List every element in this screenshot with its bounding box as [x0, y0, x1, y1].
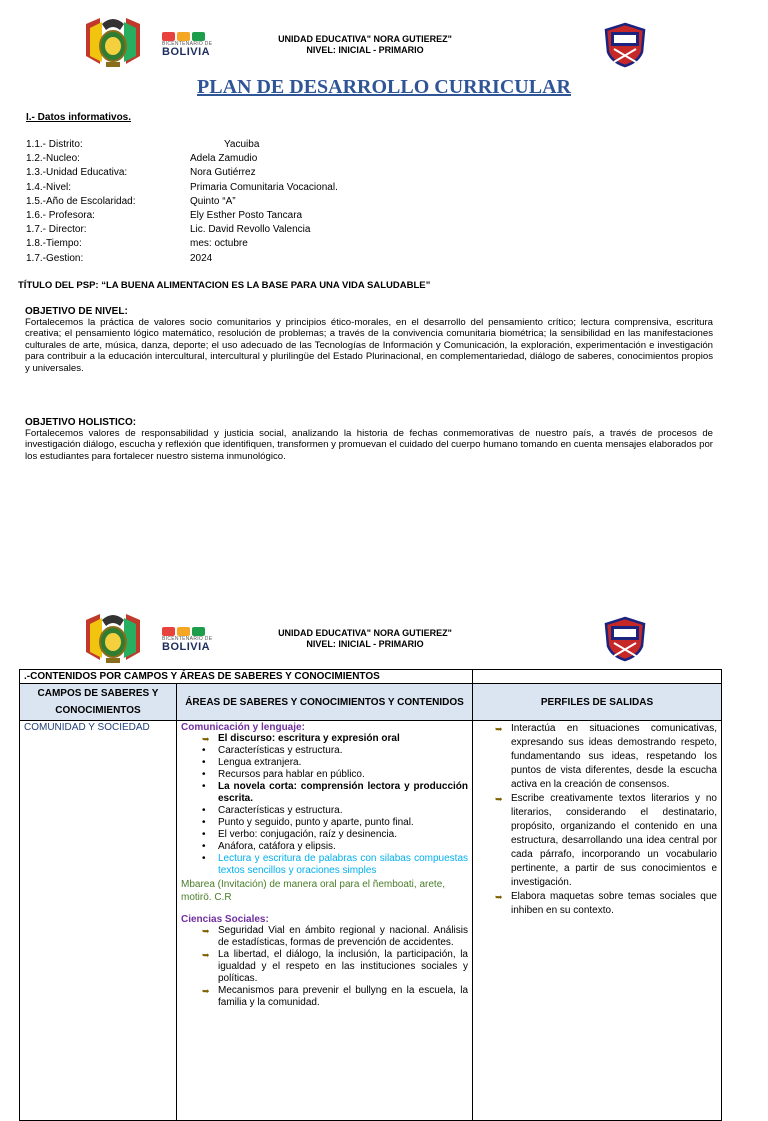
- list-item: [181, 781, 468, 805]
- bar-red: [162, 627, 175, 636]
- list-item: [181, 745, 468, 757]
- datos-value: Ely Esther Posto Tancara: [190, 209, 303, 221]
- area1-note: Mbarea (Invitación) de manera oral para el ñemboati, arete, motirö. C.R: [181, 879, 446, 903]
- perfiles-cell: [473, 721, 722, 1121]
- datos-label: 1.5.-Año de Escolaridad:: [26, 195, 136, 207]
- coat-of-arms-icon: [80, 16, 146, 70]
- list-item-text: La novela corta: comprensión lectora y producción escrita.: [218, 781, 468, 804]
- datos-value: Primaria Comunitaria Vocacional.: [190, 181, 338, 193]
- list-item: [181, 829, 468, 841]
- dot-bullet-icon: •: [202, 817, 206, 828]
- datos-row: [26, 237, 426, 251]
- dot-bullet-icon: •: [202, 781, 206, 792]
- table-section-title: .-CONTENIDOS POR CAMPOS Y ÁREAS DE SABERES Y CONOCIMIENTOS: [20, 670, 473, 684]
- datos-row: [26, 223, 426, 237]
- list-item: [181, 841, 468, 853]
- objetivo-nivel-section: [25, 306, 713, 374]
- arrow-bullet-icon: ➥: [202, 986, 210, 996]
- list-item: [181, 949, 468, 985]
- datos-label: 1.7.- Director:: [26, 224, 87, 236]
- arrow-bullet-icon: ➥: [495, 794, 503, 804]
- datos-value: mes: octubre: [190, 238, 248, 250]
- list-item: [181, 805, 468, 817]
- bicentenario-bars: [162, 32, 232, 41]
- school-header-2: [245, 628, 485, 650]
- datos-row: [26, 152, 426, 166]
- list-item: [181, 985, 468, 1009]
- bicentenario-subtitle: BICENTENARIO DE: [162, 41, 213, 47]
- perfil-item: [477, 722, 717, 792]
- bar-yellow: [177, 32, 190, 41]
- perfiles-list: [477, 722, 717, 918]
- dot-bullet-icon: •: [202, 853, 206, 864]
- coat-of-arms: [80, 16, 146, 70]
- arrow-bullet-icon: ➥: [202, 926, 210, 936]
- page-title: PLAN DE DESARROLLO CURRICULAR: [197, 76, 571, 98]
- perfil-text: Elabora maquetas sobre temas sociales que inhiben en su contexto.: [511, 891, 717, 916]
- coat-of-arms-icon: [80, 612, 146, 666]
- datos-row: [26, 181, 426, 195]
- datos-label: 1.7.-Gestion:: [26, 252, 84, 264]
- bar-red: [162, 32, 175, 41]
- list-item-text: La libertad, el diálogo, la inclusión, la participación, la igualdad y el respeto en las instituciones sociales y políticas.: [218, 949, 468, 984]
- table-row: [20, 721, 722, 1121]
- dot-bullet-icon: •: [202, 829, 206, 840]
- bar-green: [192, 32, 205, 41]
- list-item: [181, 757, 468, 769]
- arrow-bullet-icon: ➥: [495, 724, 503, 734]
- list-item-text: Características y estructura.: [218, 745, 343, 756]
- datos-row: [26, 209, 426, 223]
- col-header-campos: CAMPOS DE SABERES Y CONOCIMIENTOS: [20, 684, 177, 721]
- school-shield-icon: [602, 22, 648, 68]
- school-header: [245, 34, 485, 56]
- objetivo-nivel-heading: OBJETIVO DE NIVEL:: [25, 306, 128, 317]
- datos-label: 1.6.- Profesora:: [26, 209, 95, 221]
- areas-cell: [177, 721, 473, 1121]
- school-shield-2: [602, 616, 648, 662]
- datos-label: 1.3.-Unidad Educativa:: [26, 167, 128, 179]
- list-item: [181, 817, 468, 829]
- area-title-comunicacion: Comunicación y lenguaje:: [181, 722, 305, 733]
- list-item-text: Anáfora, catáfora y elipsis.: [218, 841, 336, 852]
- datos-heading: I.- Datos informativos.: [26, 112, 132, 123]
- datos-row: [26, 252, 426, 266]
- school-name: UNIDAD EDUCATIVA" NORA GUTIEREZ": [278, 34, 452, 44]
- datos-value: Lic. David Revollo Valencia: [190, 224, 311, 236]
- list-item-text: Recursos para hablar en público.: [218, 769, 365, 780]
- datos-row: [26, 166, 426, 180]
- perfil-item: [477, 890, 717, 918]
- arrow-bullet-icon: ➥: [495, 892, 503, 902]
- datos-label: 1.8.-Tiempo:: [26, 238, 82, 250]
- school-level: NIVEL: INICIAL - PRIMARIO: [306, 45, 424, 55]
- datos-label: 1.4.-Nivel:: [26, 181, 72, 193]
- objetivo-holistico-text: Fortalecemos valores de responsabilidad y justicia social, analizando la historia de fechas conmemorativas de nuestro país, a través de procesos de investigación diálogo, escucha y reflexión que identifiquen, transformen y promuevan el cuidado del cuerpo humano tomando en cuenta mensajes elaborados por los estudiantes para fortalecer nuestro sistema inmunológico.: [25, 428, 713, 462]
- datos-value: 2024: [190, 252, 213, 264]
- list-item-text: Características y estructura.: [218, 805, 343, 816]
- list-item-text: Seguridad Vial en ámbito regional y nacional. Análisis de estadísticas, formas de prevención de accidentes.: [218, 925, 468, 948]
- perfil-text: Escribe creativamente textos literarios y no literarios, considerando el destinatario, propósito, organizando el contenido en una estructura, desarrollando una idea central por cada párrafo, incorporando un vocabulario pertinente, a partir de sus conocimientos e investigación.: [511, 793, 717, 888]
- objetivo-nivel-text: Fortalecemos la práctica de valores socio comunitarios y principios ético-morales, en el desarrollo del pensamiento crítico; lectura comprensiva, escritura creativa; el pensamiento lógico matemático, resolución de problemas; a través de la convivencia comunitaria biométrica; la sensibilidad en las manifestaciones culturales de arte, música, danza, deporte; el uso adecuado de las Tecnologías de Información y Comunicación, la exploración, experimentación e investigación para contribuir a la educación intercultural, intercultural y plurilingüe del Estado Plurinacional, en complementariedad, diálogo de saberes, conocimientos propios y universales.: [25, 317, 713, 374]
- datos-row: [26, 138, 426, 152]
- bar-yellow: [177, 627, 190, 636]
- table-section-row: [20, 670, 722, 684]
- list-item: [181, 853, 468, 877]
- bicentenario-logo-2: [162, 627, 232, 653]
- dot-bullet-icon: •: [202, 805, 206, 816]
- perfil-text: Interactúa en situaciones comunicativas, expresando sus ideas demostrando respeto, fundamentando sus ideas, respetando los puntos de vista diferentes, desde la escucha activa en la creación de consensos.: [511, 723, 717, 790]
- bolivia-text: BOLIVIA: [162, 46, 211, 58]
- area1-list: [181, 733, 468, 877]
- objetivo-holistico-heading: OBJETIVO HOLISTICO:: [25, 417, 137, 428]
- datos-value: Yacuiba: [224, 139, 260, 150]
- datos-value: Quinto “A”: [190, 195, 236, 207]
- list-item-text: El verbo: conjugación, raíz y desinencia.: [218, 829, 397, 840]
- list-item: [181, 925, 468, 949]
- school-name: UNIDAD EDUCATIVA" NORA GUTIEREZ": [278, 628, 452, 638]
- area-title-sociales: Ciencias Sociales:: [181, 914, 269, 925]
- coat-of-arms-2: [80, 612, 146, 666]
- col-header-perfiles: PERFILES DE SALIDAS: [473, 684, 722, 721]
- dot-bullet-icon: •: [202, 745, 206, 756]
- datos-list: [26, 138, 426, 266]
- dot-bullet-icon: •: [202, 769, 206, 780]
- school-shield: [602, 22, 648, 68]
- bicentenario-logo: [162, 32, 232, 58]
- dot-bullet-icon: •: [202, 841, 206, 852]
- arrow-bullet-icon: ➥: [202, 734, 210, 744]
- col-header-areas: ÁREAS DE SABERES Y CONOCIMIENTOS Y CONTENIDOS: [177, 684, 473, 721]
- perfil-item: [477, 792, 717, 890]
- school-level: NIVEL: INICIAL - PRIMARIO: [306, 639, 424, 649]
- bicentenario-bars: [162, 627, 232, 636]
- datos-label: 1.2.-Nucleo:: [26, 153, 80, 165]
- list-item-text: Lectura y escritura de palabras con silabas compuestas textos sencillos y oraciones simples: [218, 853, 468, 876]
- school-shield-icon: [602, 616, 648, 662]
- bicentenario-subtitle: BICENTENARIO DE: [162, 636, 213, 642]
- bolivia-text: BOLIVIA: [162, 641, 211, 653]
- area2-list: [181, 925, 468, 1009]
- objetivo-holistico-section: [25, 417, 713, 462]
- table-empty-cell: [473, 670, 722, 684]
- contenidos-table: [19, 669, 722, 1121]
- datos-value: Nora Gutiérrez: [190, 167, 256, 179]
- arrow-bullet-icon: ➥: [202, 950, 210, 960]
- table-header-row: [20, 684, 722, 721]
- list-item-text: Punto y seguido, punto y aparte, punto final.: [218, 817, 414, 828]
- bar-green: [192, 627, 205, 636]
- list-item: [181, 733, 468, 745]
- campo-cell: COMUNIDAD Y SOCIEDAD: [20, 721, 177, 1121]
- list-item: [181, 769, 468, 781]
- dot-bullet-icon: •: [202, 757, 206, 768]
- datos-value: Adela Zamudio: [190, 153, 258, 165]
- list-item-text: Lengua extranjera.: [218, 757, 302, 768]
- datos-row: [26, 195, 426, 209]
- list-item-text: Mecanismos para prevenir el bullyng en la escuela, la familia y la comunidad.: [218, 985, 468, 1008]
- list-item-text: El discurso: escritura y expresión oral: [218, 733, 400, 744]
- datos-label: 1.1.- Distrito:: [26, 139, 83, 150]
- psp-title: TÍTULO DEL PSP: “LA BUENA ALIMENTACION ES LA BASE PARA UNA VIDA SALUDABLE”: [18, 280, 431, 291]
